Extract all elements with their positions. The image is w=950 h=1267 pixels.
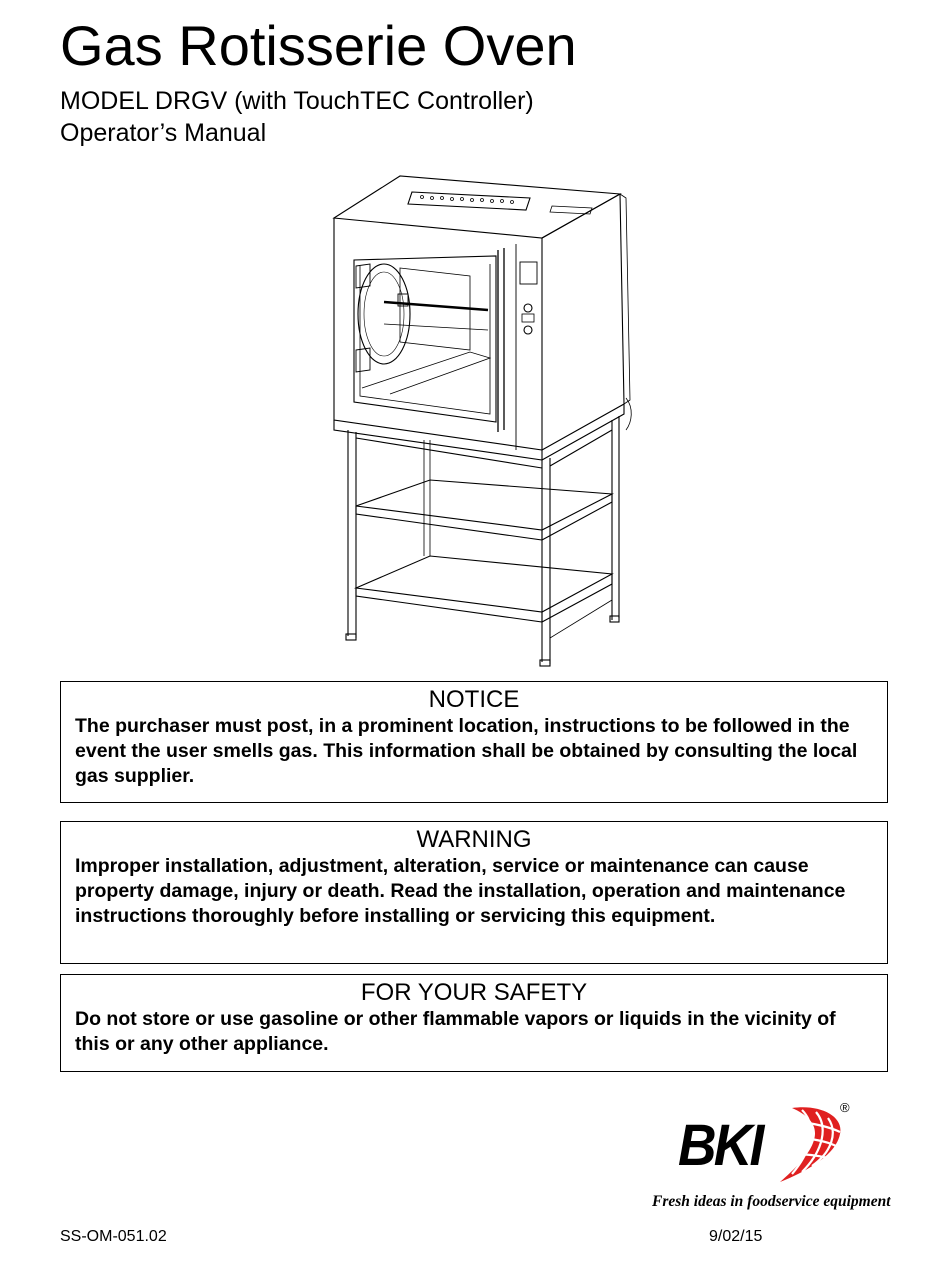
brand-tagline: Fresh ideas in foodservice equipment [652, 1193, 891, 1210]
document-title: Gas Rotisserie Oven [60, 14, 577, 77]
document-number: SS-OM-051.02 [60, 1228, 167, 1245]
document-date: 9/02/15 [709, 1228, 763, 1245]
model-subtitle: MODEL DRGV (with TouchTEC Controller) [60, 87, 534, 115]
oven-illustration [320, 168, 640, 673]
safety-heading: FOR YOUR SAFETY [360, 979, 588, 1006]
warning-body: Improper installation, adjustment, alteration, service or maintenance can cause property damage, injury or death. Read the installation, operation and maintenance instructions thoroughly before installing or servicing this equipment. [75, 855, 846, 927]
notice-heading: NOTICE [428, 686, 520, 713]
registered-mark: ® [840, 1100, 850, 1115]
bki-logo-text: BKI [678, 1113, 762, 1178]
notice-body: The purchaser must post, in a prominent location, instructions to be followed in the event the user smells gas. This information shall be obtained by consulting the local gas supplier. [75, 715, 858, 787]
warning-box [60, 821, 888, 964]
safety-body: Do not store or use gasoline or other flammable vapors or liquids in the vicinity of this or any other appliance. [75, 1008, 836, 1055]
warning-heading: WARNING [416, 826, 532, 853]
manual-type: Operator’s Manual [60, 119, 267, 147]
safety-box [60, 974, 888, 1072]
notice-box [60, 681, 888, 803]
